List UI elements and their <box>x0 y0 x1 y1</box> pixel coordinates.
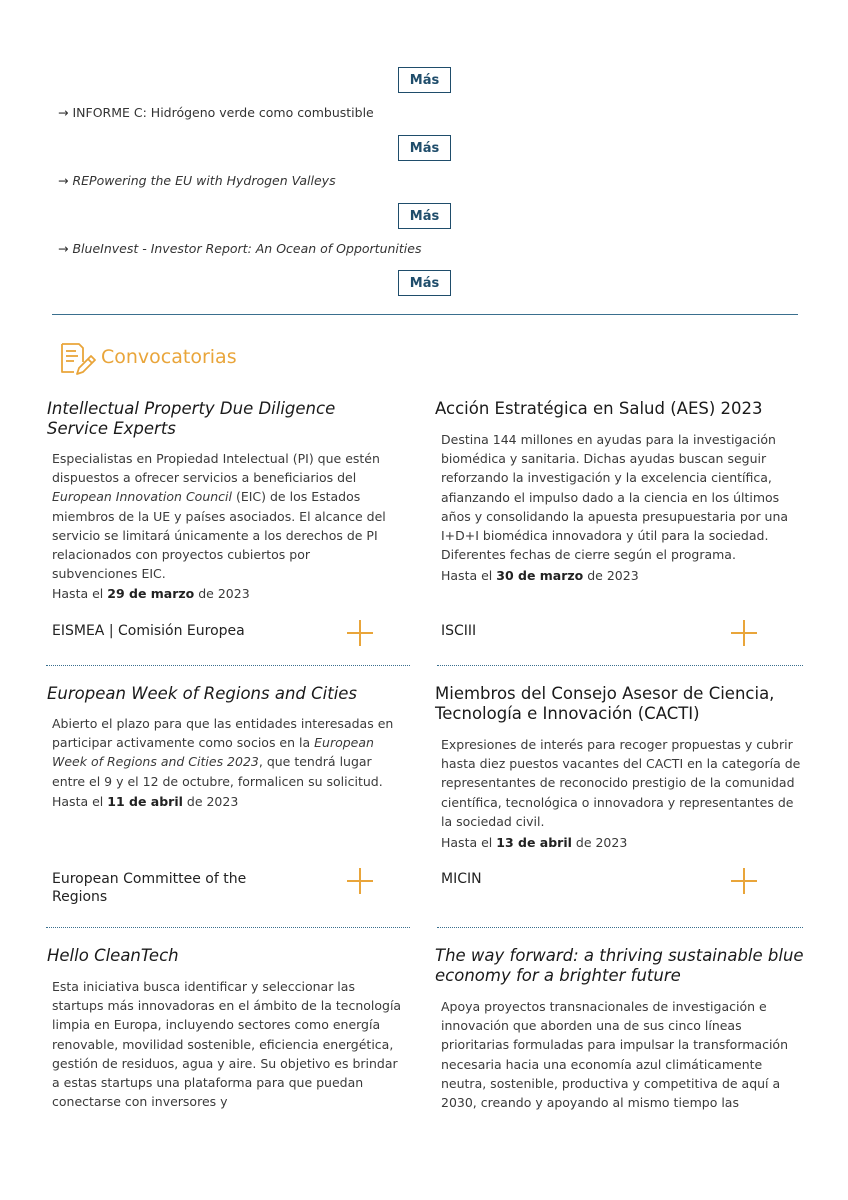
report-link-3[interactable]: → BlueInvest - Investor Report: An Ocean of Opportunities <box>58 241 422 256</box>
card-body-5: Esta iniciativa busca identificar y seleccionar las startups más innovadoras en el ámbito de la tecnología limpia en Europa, incluyendo sectores como energía renovable, movilidad sostenible, eficiencia energética, gestión de residuos, agua y aire. Su objetivo es brindar a estas startups una plataforma para que puedan conectarse con inversores y <box>52 979 402 1110</box>
expand-plus-icon-3[interactable] <box>347 868 373 894</box>
card-deadline-3: Hasta el 11 de abril de 2023 <box>52 794 239 809</box>
section-title: Convocatorias <box>101 346 237 368</box>
card-body-6: Apoya proyectos transnacionales de investigación e innovación que aborden una de sus cinco líneas prioritarias formuladas para impulsar la transformación necesaria hacia una economía azul climáticamente neutra, sostenible, productiva y competitiva de aquí a 2030, creando y apoyando al mismo tiempo las <box>441 999 788 1111</box>
more-button-3[interactable]: Más <box>398 203 451 229</box>
card-org-2: ISCIII <box>441 623 477 639</box>
card-divider-1 <box>46 665 410 666</box>
section-divider <box>52 314 798 315</box>
card-deadline-2: Hasta el 30 de marzo de 2023 <box>441 568 639 583</box>
card-title-1[interactable]: Intellectual Property Due Diligence Service Experts <box>47 399 336 438</box>
card-org-4: MICIN <box>441 871 482 887</box>
report-link-1[interactable]: → INFORME C: Hidrógeno verde como combustible <box>58 105 374 120</box>
expand-plus-icon-2[interactable] <box>731 620 757 646</box>
card-title-4[interactable]: Miembros del Consejo Asesor de Ciencia, Tecnología e Innovación (CACTI) <box>435 684 775 723</box>
card-title-3[interactable]: European Week of Regions and Cities <box>47 684 358 703</box>
card-body-4: Expresiones de interés para recoger propuestas y cubrir hasta diez puestos vacantes del CACTI en la categoría de representantes de reconocido prestigio de la comunidad científica, tecnológica o innovadora y representantes de la sociedad civil. <box>441 737 801 829</box>
card-title-5[interactable]: Hello CleanTech <box>47 946 179 965</box>
more-button-2[interactable]: Más <box>398 135 451 161</box>
report-link-2[interactable]: → REPowering the EU with Hydrogen Valleys <box>58 173 336 188</box>
card-deadline-1: Hasta el 29 de marzo de 2023 <box>52 586 250 601</box>
card-org-1: EISMEA | Comisión Europea <box>52 623 245 639</box>
expand-plus-icon-4[interactable] <box>731 868 757 894</box>
more-button-4[interactable]: Más <box>398 270 451 296</box>
card-body-1: Especialistas en Propiedad Intelectual (PI) que estén dispuestos a ofrecer servicios a beneficiarios del European Innovation Council (EIC) de los Estados miembros de la UE y países asociados. El alcance del servicio se limitará únicamente a los derechos de PI relacionados con proyectos cubiertos por subvenciones EIC. <box>52 451 386 582</box>
card-title-6[interactable]: The way forward: a thriving sustainable blue economy for a brighter future <box>435 946 804 985</box>
card-org-3: European Committee of the Regions <box>52 871 247 905</box>
card-title-2[interactable]: Acción Estratégica en Salud (AES) 2023 <box>435 399 763 418</box>
card-divider-4 <box>437 927 803 928</box>
more-button-1[interactable]: Más <box>398 67 451 93</box>
card-deadline-4: Hasta el 13 de abril de 2023 <box>441 835 628 850</box>
document-pen-icon <box>58 341 96 379</box>
expand-plus-icon-1[interactable] <box>347 620 373 646</box>
card-body-3: Abierto el plazo para que las entidades interesadas en participar activamente como socios en la European Week of Regions and Cities 2023, que tendrá lugar entre el 9 y el 12 de octubre, formalicen su solicitud. <box>52 716 394 789</box>
card-divider-3 <box>46 927 410 928</box>
card-body-2: Destina 144 millones en ayudas para la investigación biomédica y sanitaria. Dichas ayudas buscan seguir reforzando la investigación y la excelencia científica, afianzando el impulso dado a la ciencia en los últimos años y consolidando la apuesta presupuestaria por una I+D+I biomédica innovadora y útil para la sociedad. Diferentes fechas de cierre según el programa. <box>441 432 789 563</box>
card-divider-2 <box>437 665 803 666</box>
